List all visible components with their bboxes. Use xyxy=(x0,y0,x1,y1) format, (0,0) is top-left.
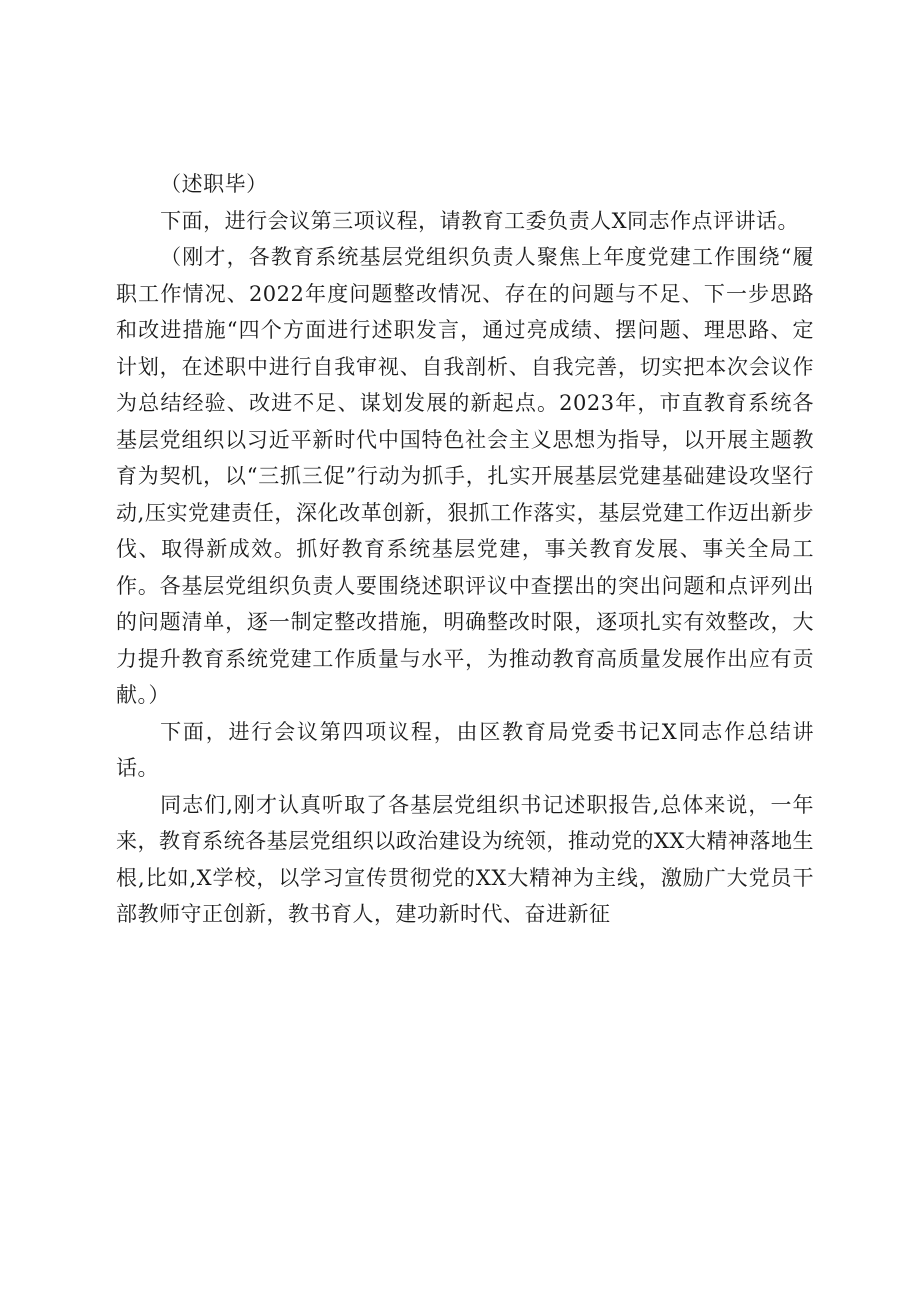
paragraph-commentary: （刚才，各教育系统基层党组织负责人聚焦上年度党建工作围绕“履职工作情况、2022年度问题整改情况、存在的问题与不足、下一步思路和改进措施“四个方面进行述职发言，通过亮成绩、摆问题、理思路、定计划，在述职中进行自我审视、自我剖析、自我完善，切实把本次会议作为总结经验、改进不足、谋划发展的新起点。2023年，市直教育系统各基层党组织以习近平新时代中国特色社会主义思想为指导，以开展主题教育为契机，以“三抓三促”行动为抓手，扎实开展基层党建基础建设攻坚行动,压实党建责任，深化改革创新，狠抓工作落实，基层党建工作迈出新步伐、取得新成效。抓好教育系统基层党建，事关教育发展、事关全局工作。各基层党组织负责人要围绕述职评议中查摆出的突出问题和点评列出的问题清单，逐一制定整改措施，明确整改时限，逐项扎实有效整改，大力提升教育系统党建工作质量与水平，为推动教育高质量发展作出应有贡献。） xyxy=(116,245,814,707)
paragraph-summary-speech: 同志们,刚才认真听取了各基层党组织书记述职报告,总体来说，一年来，教育系统各基层党组织以政治建设为统领，推动党的XX大精神落地生根,比如,X学校，以学习宣传贯彻党的XX大精神为主线，激励广大党员干部教师守正创新，教书育人，建功新时代、奋进新征 xyxy=(116,792,814,926)
paragraph-agenda-item-four: 下面，进行会议第四项议程，由区教育局党委书记X同志作总结讲话。 xyxy=(116,719,814,780)
document-body xyxy=(116,166,814,933)
paragraph-report-end: （述职毕） xyxy=(160,172,268,196)
paragraph-agenda-item-three: 下面，进行会议第三项议程，请教育工委负责人X同志作点评讲话。 xyxy=(160,208,800,233)
